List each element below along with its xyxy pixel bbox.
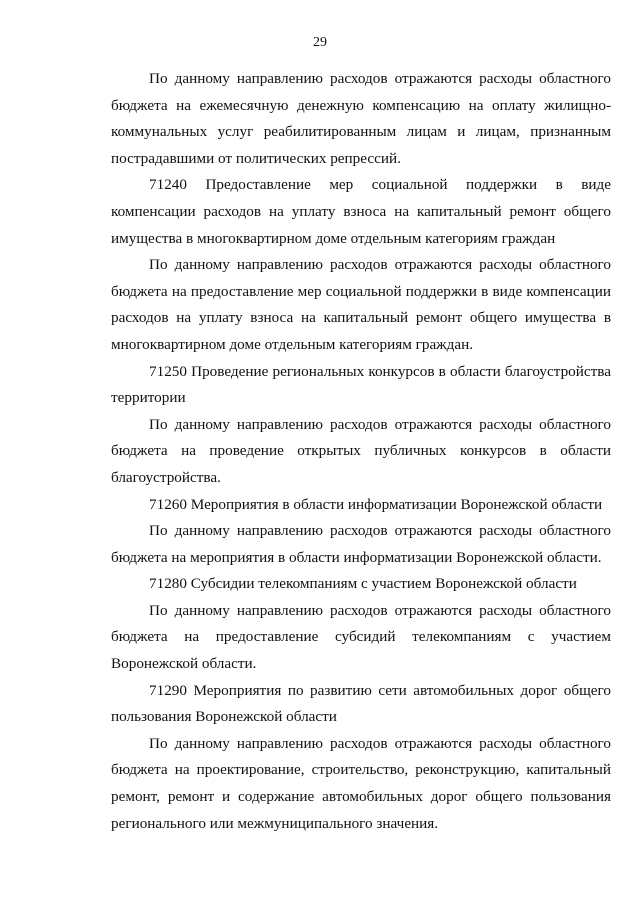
paragraph-71240-description: По данному направлению расходов отражаются расходы областного бюджета на предоставление мер социальной поддержки в виде компенсации расходов на уплату взноса на капитальный ремонт общего имущества в многоквартирном доме отдельным категориям граждан.: [111, 256, 611, 353]
paragraph-71280-description: По данному направлению расходов отражаются расходы областного бюджета на предоставление субсидий телекомпаниям с участием Воронежской области.: [111, 601, 611, 673]
heading-71290: 71290 Мероприятия по развитию сети автомобильных дорог общего пользования Воронежской области: [111, 681, 611, 726]
paragraph-71250-description: По данному направлению расходов отражаются расходы областного бюджета на проведение открытых публичных конкурсов в области благоустройства.: [111, 415, 611, 486]
document-body: [111, 66, 611, 837]
heading-71240: 71240 Предоставление мер социальной поддержки в виде компенсации расходов на уплату взноса на капитальный ремонт общего имущества в многоквартирном доме отдельным категориям граждан: [111, 176, 611, 247]
heading-71280: 71280 Субсидии телекомпаниям с участием Воронежской области: [149, 575, 577, 593]
paragraph-71230-description: По данному направлению расходов отражаются расходы областного бюджета на ежемесячную денежную компенсацию на оплату жилищно-коммунальных услуг реабилитированным лицам и лицам, признанным пострадавшими от политических репрессий.: [111, 70, 611, 167]
heading-71260: 71260 Мероприятия в области информатизации Воронежской области: [149, 495, 603, 513]
paragraph-71290-description: По данному направлению расходов отражаются расходы областного бюджета на проектирование, строительство, реконструкцию, капитальный ремонт, ремонт и содержание автомобильных дорог общего пользования регионального или межмуниципального значения.: [111, 734, 611, 832]
paragraph-71260-description: По данному направлению расходов отражаются расходы областного бюджета на мероприятия в области информатизации Воронежской области.: [111, 522, 611, 566]
heading-71250: 71250 Проведение региональных конкурсов в области благоустройства территории: [111, 362, 611, 407]
page-number: 29: [313, 35, 327, 50]
